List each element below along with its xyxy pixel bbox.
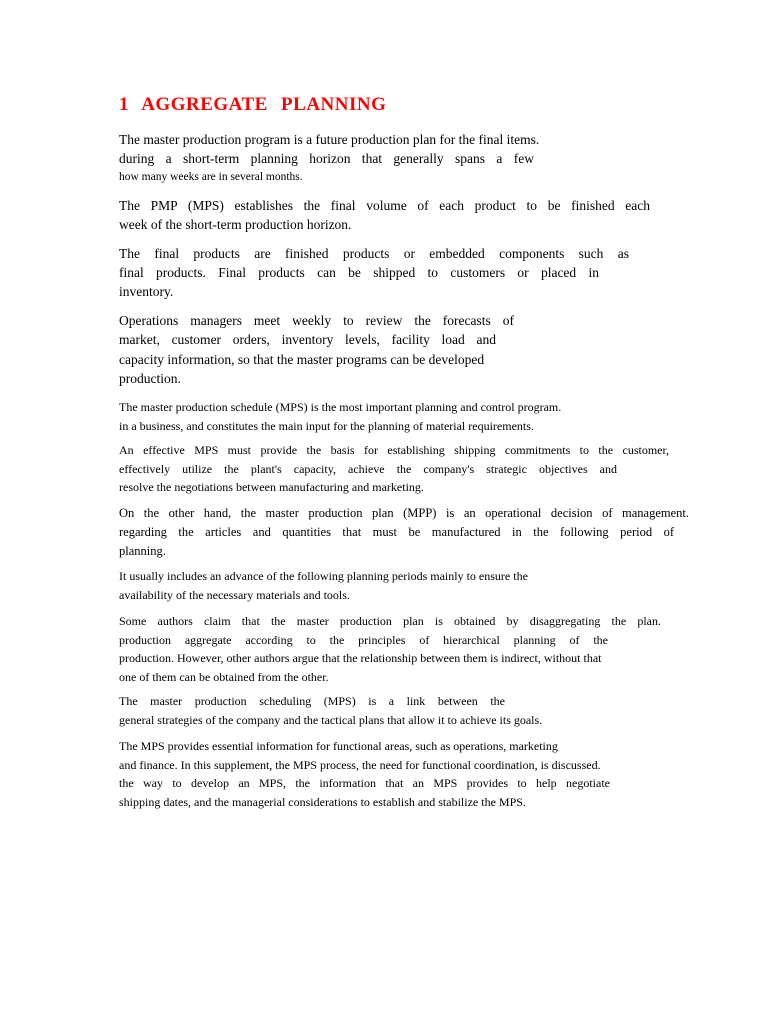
text-line: the way to develop an MPS, the information that an MPS provides to help negotiate <box>119 776 610 791</box>
paragraph <box>119 504 689 561</box>
paragraph <box>119 692 542 729</box>
text-line: The MPS provides essential information for functional areas, such as operations, marketing <box>119 739 558 753</box>
text-line: inventory. <box>119 284 174 299</box>
paragraph <box>119 196 650 234</box>
text-line: resolve the negotiations between manufacturing and marketing. <box>119 480 424 495</box>
text-line: The PMP (MPS) establishes the final volume of each product to be finished each <box>119 198 650 213</box>
paragraph <box>119 311 514 388</box>
paragraph <box>119 737 610 812</box>
text-line: The final products are finished products or embedded components such as <box>119 246 629 261</box>
text-line: Some authors claim that the master production plan is obtained by disaggregating the plan. <box>119 614 661 628</box>
text-line: in a business, and constitutes the main input for the planning of material requirements. <box>119 418 534 433</box>
text-line: On the other hand, the master production plan (MPP) is an operational decision of management. <box>119 506 689 520</box>
text-line: production. <box>119 370 181 386</box>
section-heading: 1 AGGREGATE PLANNING <box>119 94 387 115</box>
paragraph <box>119 244 629 301</box>
paragraph <box>119 398 561 436</box>
paragraph <box>119 567 528 604</box>
text-line: regarding the articles and quantities that must be manufactured in the following period of <box>119 525 674 539</box>
text-line: The master production schedule (MPS) is the most important planning and control program. <box>119 400 562 414</box>
text-line: An effective MPS must provide the basis for establishing shipping commitments to the customer, <box>119 443 669 457</box>
text-line: how many weeks are in several months. <box>119 171 303 183</box>
text-line: It usually includes an advance of the following planning periods mainly to ensure the <box>119 569 528 583</box>
text-line: general strategies of the company and the tactical plans that allow it to achieve its goals. <box>119 712 543 727</box>
paragraph <box>119 441 669 497</box>
text-line: Operations managers meet weekly to review the forecasts of <box>119 313 514 328</box>
text-line: final products. Final products can be shipped to customers or placed in <box>119 265 599 280</box>
paragraph <box>119 130 599 187</box>
paragraph <box>119 612 661 687</box>
text-line: market, customer orders, inventory levels, facility load and <box>119 332 496 348</box>
text-line: one of them can be obtained from the other. <box>119 670 329 685</box>
text-line: availability of the necessary materials and tools. <box>119 587 350 602</box>
text-line: The master production scheduling (MPS) is a link between the <box>119 694 505 708</box>
text-line: during a short-term planning horizon that generally spans a few <box>119 151 534 166</box>
text-line: week of the short-term production horizon. <box>119 217 352 232</box>
text-line: shipping dates, and the managerial considerations to establish and stabilize the MPS. <box>119 795 526 810</box>
text-line: production. However, other authors argue that the relationship between them is indirect, without that <box>119 651 602 666</box>
text-line: production aggregate according to the principles of hierarchical planning of the <box>119 632 608 647</box>
text-line: effectively utilize the plant's capacity, achieve the company's strategic objectives and <box>119 461 617 476</box>
text-line: capacity information, so that the master programs can be developed <box>119 351 485 367</box>
text-line: and finance. In this supplement, the MPS process, the need for functional coordination, is discussed. <box>119 757 601 772</box>
text-line: The master production program is a future production plan for the final items. <box>119 132 540 147</box>
text-line: planning. <box>119 544 166 558</box>
